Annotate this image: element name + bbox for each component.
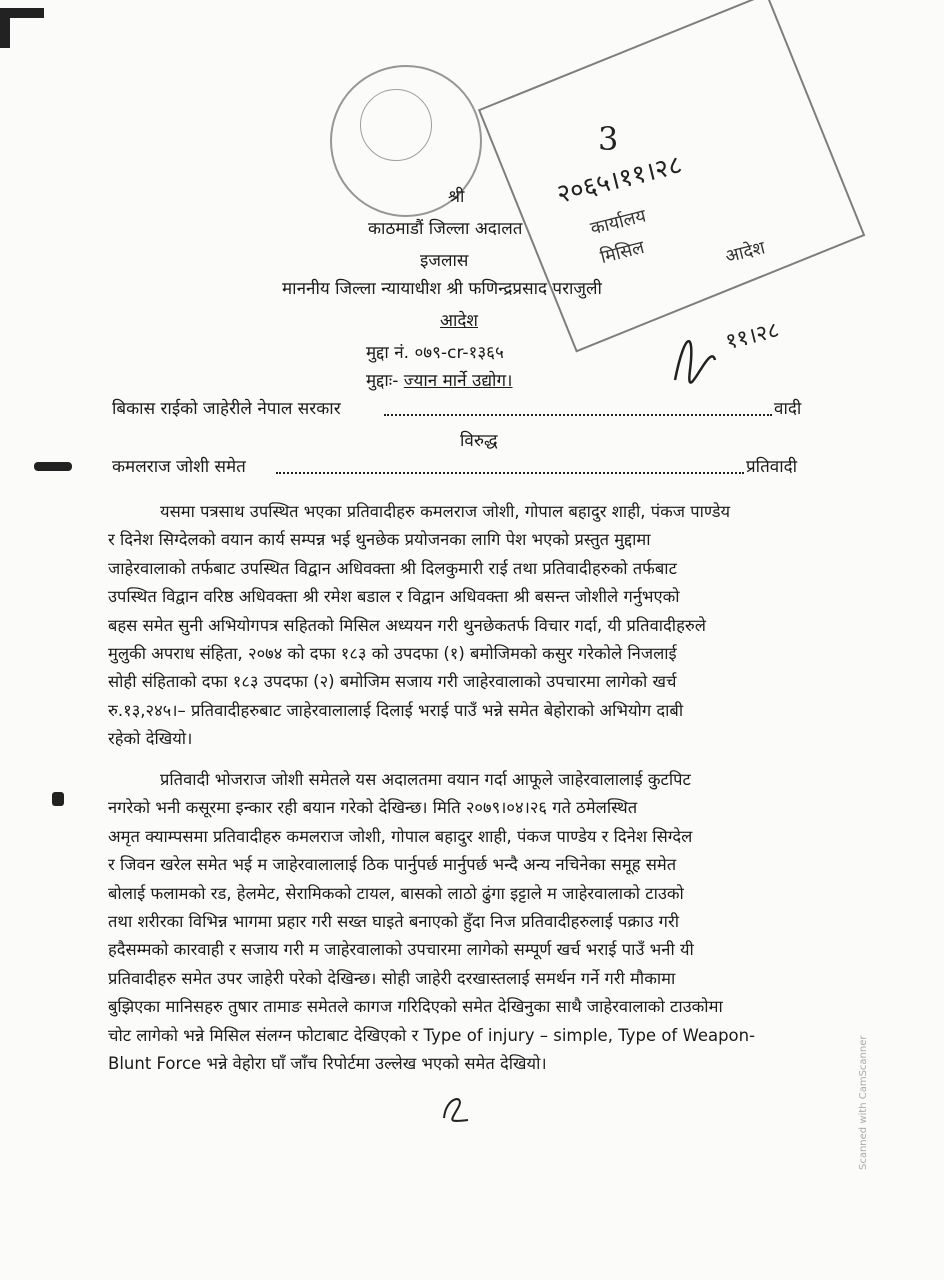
ijlas-label: इजलास: [420, 251, 469, 271]
paragraph-1-line: रु.१३,२४५।– प्रतिवादीहरुबाट जाहेरवालालाई दिलाई भराई पाउँ भन्ने समेत बेहोराको अभियोग दाबी: [108, 700, 684, 720]
paragraph-1-line: जाहेरवालाको तर्फबाट उपस्थित विद्वान अधिवक्ता श्री दिलकुमारी राई तथा प्रतिवादीहरुको तर्फबाट: [108, 558, 677, 578]
paragraph-2-line: नगरेको भनी कसूरमा इन्कार रही बयान गरेको देखिन्छ। मिति २०७९।०४।२६ गते ठमेलस्थित: [108, 798, 638, 818]
stamp-line-1: कार्यालय: [588, 205, 649, 240]
case-number-label: मुद्दा नं.: [366, 343, 410, 363]
case-number: ०७९-cr-१३६५: [414, 343, 504, 363]
punch-mark: [34, 462, 72, 471]
paragraph-1: [108, 498, 820, 754]
paragraph-1-line: सोही संहिताको दफा १८३ उपदफा (२) बमोजिम सजाय गरी जाहेरवालाको उपचारमा लागेको खर्च: [108, 672, 677, 692]
paragraph-1-line: र दिनेश सिग्देलको वयान कार्य सम्पन्न भई थुनछेक प्रयोजनका लागि पेश भएको प्रस्तुत मुद्दामा: [108, 530, 651, 550]
plaintiff-name: बिकास राईको जाहेरीले नेपाल सरकार: [112, 399, 341, 419]
paragraph-1-line: यसमा पत्रसाथ उपस्थित भएका प्रतिवादीहरु कमलराज जोशी, गोपाल बहादुर शाही, पंकज पाण्डेय: [160, 502, 731, 521]
stamp-number: 3: [598, 120, 619, 158]
defendant-role: प्रतिवादी: [746, 457, 798, 477]
paragraph-1-line: मुलुकी अपराध संहिता, २०७४ को दफा १८३ को उपदफा (१) बमोजिमको कसुर गरेकोले निजलाई: [108, 644, 677, 664]
case-type-row: [366, 368, 512, 391]
order-title: आदेश: [440, 311, 478, 331]
paragraph-2-line: अमृत क्याम्पसमा प्रतिवादीहरु कमलराज जोशी, गोपाल बहादुर शाही, पंकज पाण्डेय र दिनेश सिग्देल: [108, 826, 693, 846]
court-name: काठमाडौं जिल्ला अदालत: [368, 219, 523, 239]
camscanner-watermark: Scanned with CamScanner: [858, 1035, 869, 1170]
defendant-dots: [276, 472, 744, 474]
stamp-line-2: मिसिल: [598, 236, 647, 269]
signature-icon: [665, 320, 725, 390]
case-type: ज्यान मार्ने उद्योग।: [403, 371, 513, 391]
judge-name: माननीय जिल्ला न्यायाधीश श्री फणिन्द्रप्रसाद पराजुली: [282, 279, 602, 299]
stamp-initials-date: ११।२८: [723, 317, 782, 356]
paragraph-1-line: रहेको देखियो।: [108, 729, 193, 749]
shree-label: श्री: [448, 187, 465, 207]
paragraph-2-line: बुझिएका मानिसहरु तुषार तामाङ समेतले कागज गरिदिएको समेत देखिनुका साथै जाहेरवालाको टाउकोमा: [108, 997, 723, 1017]
stamp-date: २०६५।११।२८: [553, 149, 686, 210]
plaintiff-dots: [384, 414, 772, 416]
paragraph-2-line: प्रतिवादी भोजराज जोशी समेतले यस अदालतमा वयान गर्दा आफूले जाहेरवालालाई कुटपिट: [160, 770, 691, 789]
punch-mark-2: [52, 792, 64, 806]
paragraph-2-line: हदैसम्मको कारवाही र सजाय गरी म जाहेरवालाको उपचारमा लागेको सम्पूर्ण खर्च भराई पाउँ भनी यी: [108, 940, 694, 960]
paragraph-1-line: उपस्थित विद्वान वरिष्ठ अधिवक्ता श्री रमेश बडाल र विद्वान अधिवक्ता श्री बसन्त जोशीले गर्नुभएको: [108, 587, 680, 607]
plaintiff-role: वादी: [774, 399, 802, 419]
stamp-line-3: आदेश: [723, 237, 768, 268]
case-number-row: [366, 340, 504, 363]
binder-mark-small: [0, 8, 10, 48]
paragraph-2-line: बोलाई फलामको रड, हेलमेट, सेरामिकको टायल, बासको लाठो ढुंगा इट्टाले म जाहेरवालाको टाउको: [108, 883, 684, 903]
defendant-name: कमलराज जोशी समेत: [112, 457, 246, 477]
paragraph-2: [108, 766, 820, 1078]
paragraph-2-line: प्रतिवादीहरु समेत उपर जाहेरी परेको देखिन्छ। सोही जाहेरी दरखास्तलाई समर्थन गर्ने गरी मौकामा: [108, 968, 676, 988]
initial-mark-icon: [436, 1090, 476, 1126]
paragraph-2-line: चोट लागेको भन्ने मिसिल संलग्न फोटाबाट देखिएको र Type of injury – simple, Type of Weapon-: [108, 1025, 756, 1045]
paragraph-2-line: Blunt Force भन्ने वेहोरा घाँ जाँच रिपोर्टमा उल्लेख भएको समेत देखियो।: [108, 1054, 547, 1074]
paragraph-2-line: तथा शरीरका विभिन्न भागमा प्रहार गरी सख्त घाइते बनाएको हुँदा निज प्रतिवादीहरुलाई पक्राउ गरी: [108, 912, 679, 932]
paragraph-1-line: बहस समेत सुनी अभियोगपत्र सहितको मिसिल अध्ययन गरी थुनछेकतर्फ विचार गर्दा, यी प्रतिवादीहरुले: [108, 615, 706, 635]
paragraph-2-line: र जिवन खरेल समेत भई म जाहेरवालालाई ठिक पार्नुपर्छ मार्नुपर्छ भन्दै अन्य नचिनेका समूह समेत: [108, 855, 677, 875]
versus-label: विरुद्ध: [460, 431, 498, 451]
case-type-label: मुद्दाः-: [366, 371, 399, 391]
